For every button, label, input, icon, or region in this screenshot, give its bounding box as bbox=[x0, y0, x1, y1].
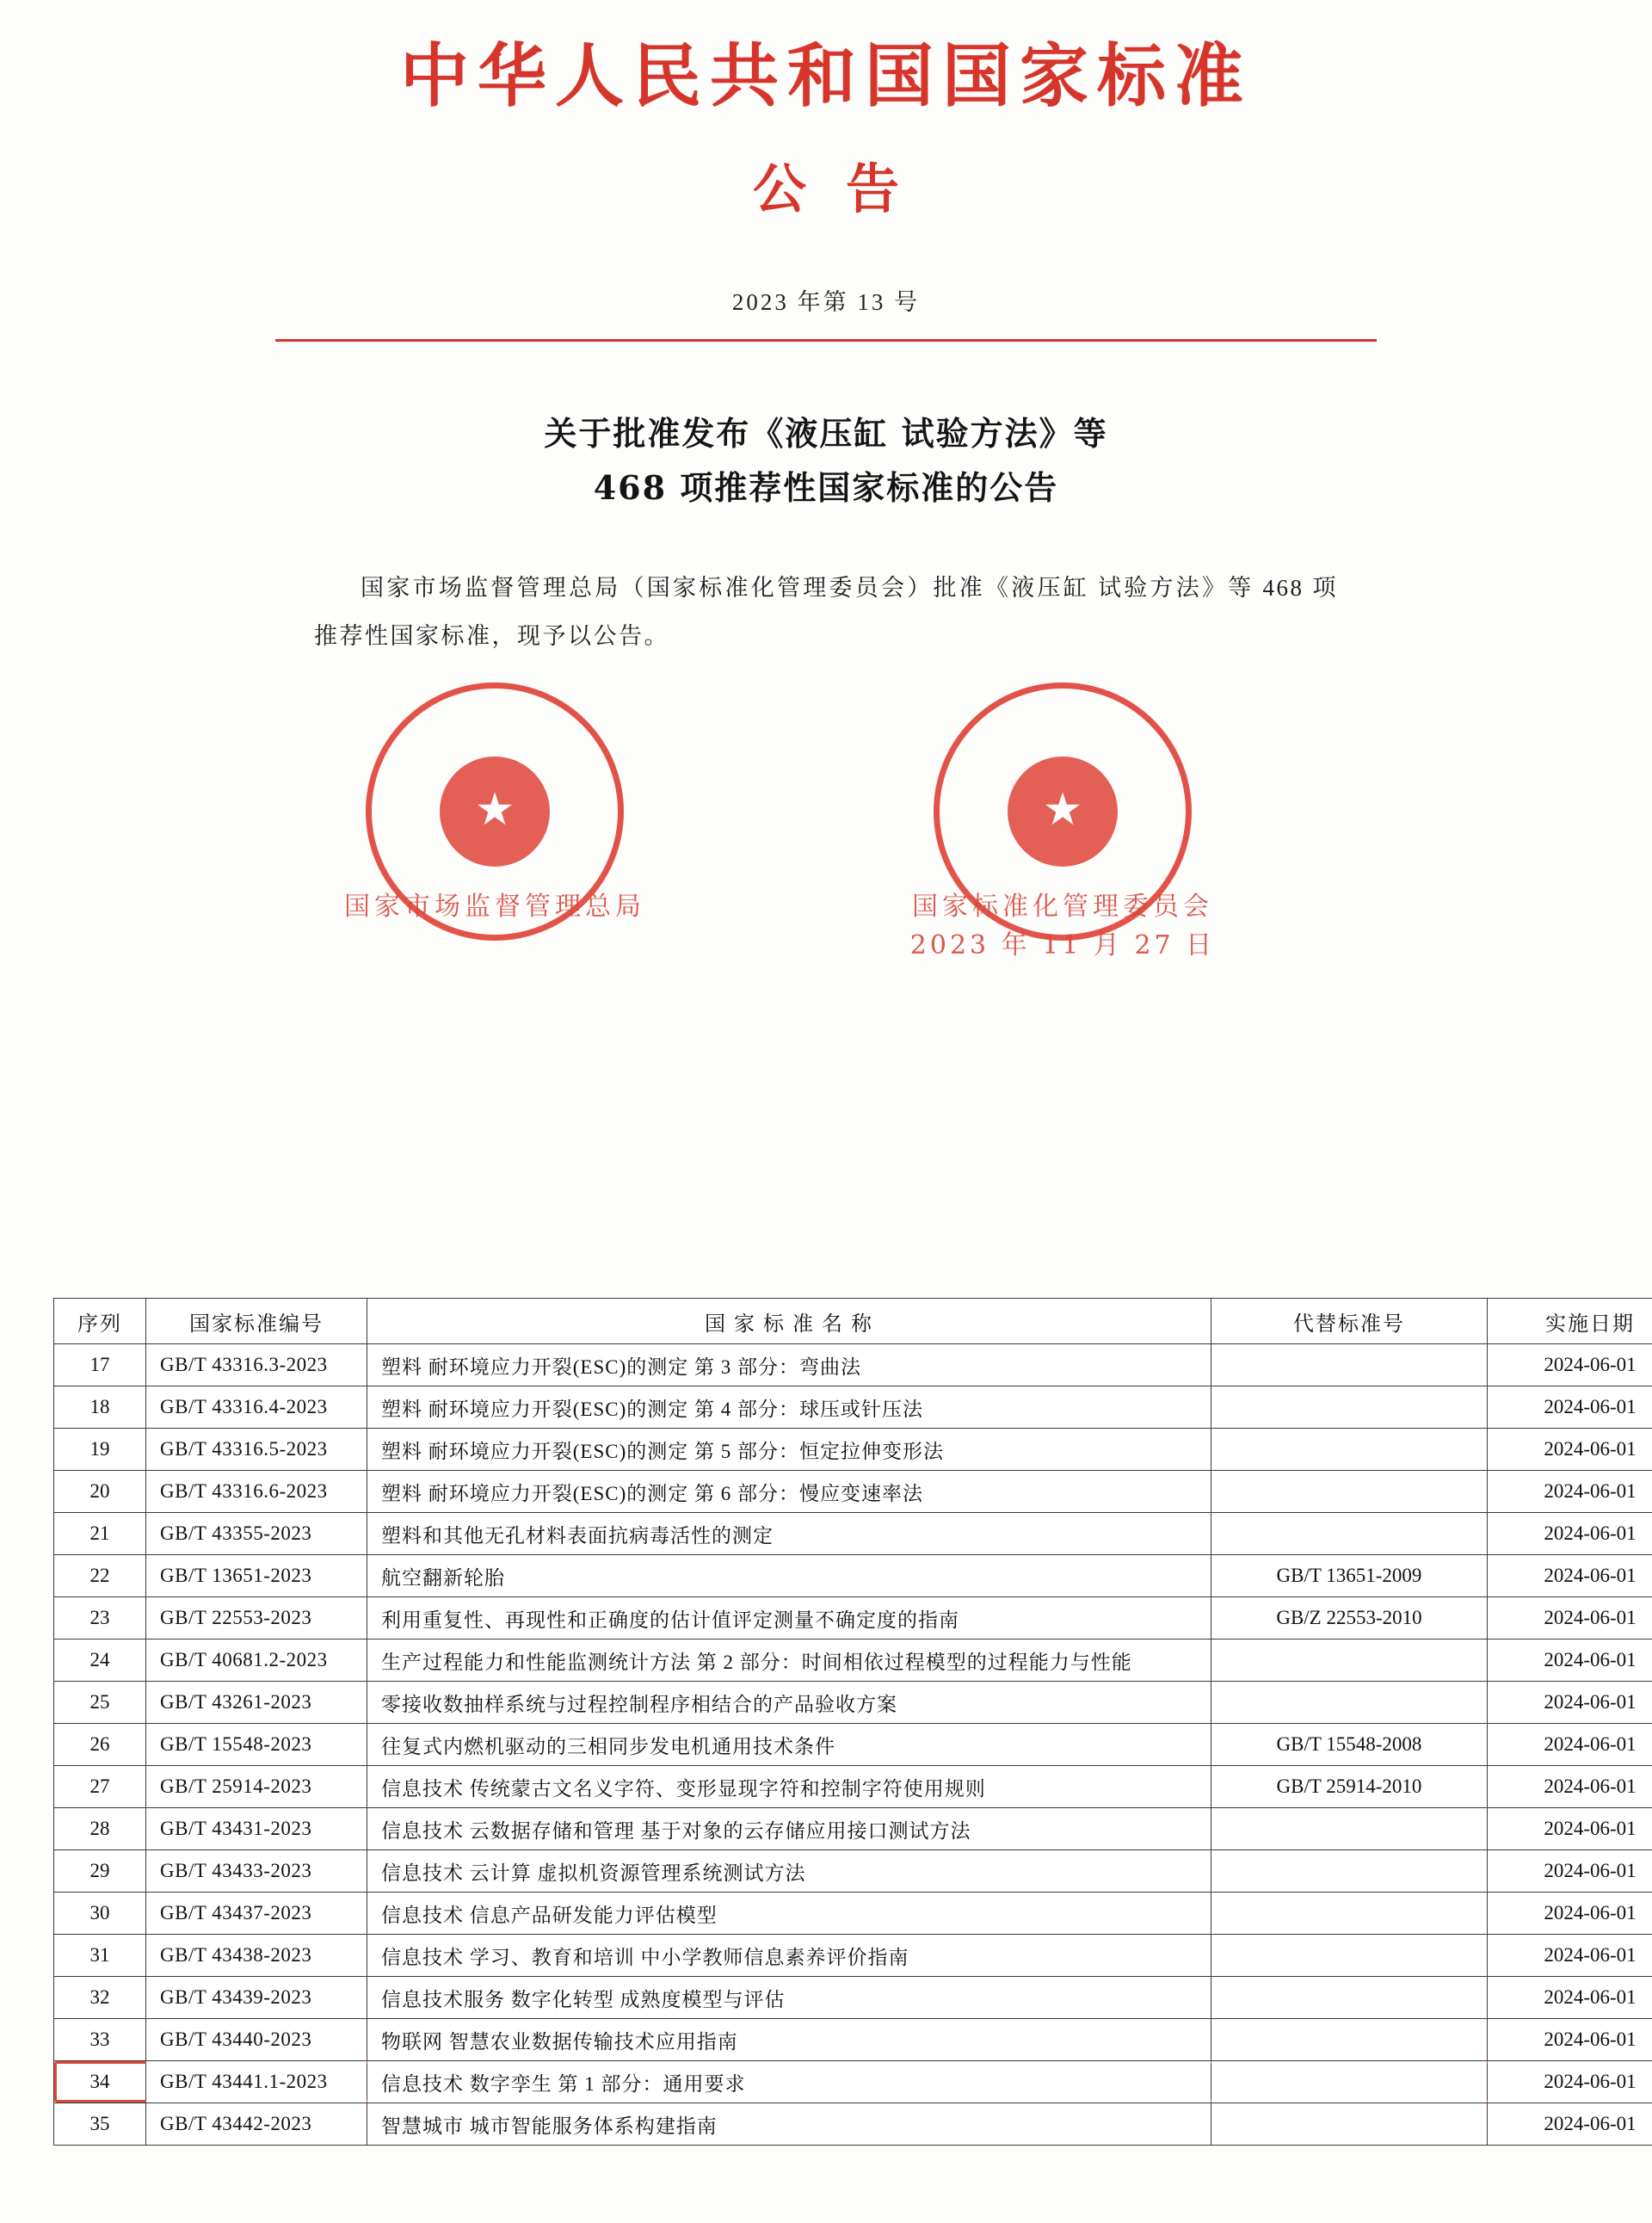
cell-index: 23 bbox=[54, 1597, 146, 1639]
table-body bbox=[54, 1344, 1652, 2146]
cell-index: 30 bbox=[54, 1893, 146, 1935]
table-row bbox=[54, 1850, 1652, 1893]
cell-index: 34 bbox=[54, 2061, 146, 2103]
cell-replaced-code bbox=[1211, 1344, 1488, 1386]
cell-standard-name: 往复式内燃机驱动的三相同步发电机通用技术条件 bbox=[367, 1724, 1211, 1766]
cell-index: 25 bbox=[54, 1682, 146, 1724]
header-effective-date: 实施日期 bbox=[1488, 1299, 1652, 1344]
cell-effective-date: 2024-06-01 bbox=[1488, 1935, 1652, 1977]
cell-replaced-code bbox=[1211, 1639, 1488, 1682]
cell-replaced-code: GB/Z 22553-2010 bbox=[1211, 1597, 1488, 1639]
cell-standard-name: 信息技术 学习、教育和培训 中小学教师信息素养评价指南 bbox=[367, 1935, 1211, 1977]
table-row bbox=[54, 2019, 1652, 2061]
table-row bbox=[54, 1597, 1652, 1639]
cell-standard-name: 信息技术 云数据存储和管理 基于对象的云存储应用接口测试方法 bbox=[367, 1808, 1211, 1850]
table-row bbox=[54, 1808, 1652, 1850]
table-row bbox=[54, 1386, 1652, 1429]
cell-standard-code: GB/T 43316.3-2023 bbox=[146, 1344, 367, 1386]
cell-replaced-code bbox=[1211, 2019, 1488, 2061]
cell-standard-code: GB/T 43442-2023 bbox=[146, 2103, 367, 2146]
cell-standard-name: 信息技术服务 数字化转型 成熟度模型与评估 bbox=[367, 1977, 1211, 2019]
cell-standard-name: 航空翻新轮胎 bbox=[367, 1555, 1211, 1597]
cell-replaced-code: GB/T 25914-2010 bbox=[1211, 1766, 1488, 1808]
cell-standard-code: GB/T 43439-2023 bbox=[146, 1977, 367, 2019]
cell-index: 27 bbox=[54, 1766, 146, 1808]
cell-index: 21 bbox=[54, 1513, 146, 1555]
announcement-body: 国家市场监督管理总局（国家标准化管理委员会）批准《液压缸 试验方法》等 468 项推荐性国家标准，现予以公告。 bbox=[314, 575, 1338, 649]
cell-index: 22 bbox=[54, 1555, 146, 1597]
cell-standard-code: GB/T 43316.5-2023 bbox=[146, 1429, 367, 1471]
cell-effective-date: 2024-06-01 bbox=[1488, 1850, 1652, 1893]
table-row bbox=[54, 2061, 1652, 2103]
cell-effective-date: 2024-06-01 bbox=[1488, 1386, 1652, 1429]
cell-index: 17 bbox=[54, 1344, 146, 1386]
cell-effective-date: 2024-06-01 bbox=[1488, 2061, 1652, 2103]
cell-standard-code: GB/T 43355-2023 bbox=[146, 1513, 367, 1555]
cell-replaced-code: GB/T 15548-2008 bbox=[1211, 1724, 1488, 1766]
table-header bbox=[54, 1299, 1652, 1344]
cell-effective-date: 2024-06-01 bbox=[1488, 2019, 1652, 2061]
table-row bbox=[54, 1555, 1652, 1597]
cell-index: 33 bbox=[54, 2019, 146, 2061]
cell-index: 35 bbox=[54, 2103, 146, 2146]
cell-effective-date: 2024-06-01 bbox=[1488, 1766, 1652, 1808]
gov-announcement-word: 公告 bbox=[752, 157, 939, 220]
table-row bbox=[54, 1977, 1652, 2019]
cell-replaced-code bbox=[1211, 1386, 1488, 1429]
cell-effective-date: 2024-06-01 bbox=[1488, 1471, 1652, 1513]
red-divider bbox=[275, 339, 1377, 342]
cell-standard-name: 生产过程能力和性能监测统计方法 第 2 部分：时间相依过程模型的过程能力与性能 bbox=[367, 1639, 1211, 1682]
cell-replaced-code bbox=[1211, 1850, 1488, 1893]
standards-table-wrapper bbox=[53, 1298, 1637, 2146]
cell-standard-name: 信息技术 云计算 虚拟机资源管理系统测试方法 bbox=[367, 1850, 1211, 1893]
cell-effective-date: 2024-06-01 bbox=[1488, 1682, 1652, 1724]
cell-index: 32 bbox=[54, 1977, 146, 2019]
cell-standard-name: 塑料和其他无孔材料表面抗病毒活性的测定 bbox=[367, 1513, 1211, 1555]
cell-standard-name: 智慧城市 城市智能服务体系构建指南 bbox=[367, 2103, 1211, 2146]
table-header-row bbox=[54, 1299, 1652, 1344]
cell-standard-name: 信息技术 信息产品研发能力评估模型 bbox=[367, 1893, 1211, 1935]
table-row bbox=[54, 1471, 1652, 1513]
seal-date: 2023 年 11 月 27 日 bbox=[909, 930, 1216, 961]
star-icon: ★ bbox=[474, 786, 515, 836]
notice-number: 2023 年第 13 号 bbox=[731, 289, 921, 315]
cell-standard-code: GB/T 43316.4-2023 bbox=[146, 1386, 367, 1429]
cell-standard-name: 信息技术 数字孪生 第 1 部分：通用要求 bbox=[367, 2061, 1211, 2103]
cell-standard-name: 零接收数抽样系统与过程控制程序相结合的产品验收方案 bbox=[367, 1682, 1211, 1724]
star-icon: ★ bbox=[1042, 786, 1083, 836]
cell-standard-code: GB/T 43441.1-2023 bbox=[146, 2061, 367, 2103]
header-index: 序列 bbox=[54, 1299, 146, 1344]
table-row bbox=[54, 2103, 1652, 2146]
announcement-title bbox=[0, 407, 1652, 515]
cell-effective-date: 2024-06-01 bbox=[1488, 1639, 1652, 1682]
announcement-title-line1: 关于批准发布《液压缸 试验方法》等 bbox=[544, 414, 1108, 453]
cell-standard-code: GB/T 43261-2023 bbox=[146, 1682, 367, 1724]
cell-index: 31 bbox=[54, 1935, 146, 1977]
cell-effective-date: 2024-06-01 bbox=[1488, 1555, 1652, 1597]
header-standard-code: 国家标准编号 bbox=[146, 1299, 367, 1344]
cell-standard-code: GB/T 43440-2023 bbox=[146, 2019, 367, 2061]
cell-standard-code: GB/T 43433-2023 bbox=[146, 1850, 367, 1893]
cell-effective-date: 2024-06-01 bbox=[1488, 1429, 1652, 1471]
table-row bbox=[54, 1682, 1652, 1724]
gov-standard-title: 中华人民共和国国家标准 bbox=[400, 35, 1252, 116]
cell-index: 29 bbox=[54, 1850, 146, 1893]
cell-standard-name: 物联网 智慧农业数据传输技术应用指南 bbox=[367, 2019, 1211, 2061]
cell-replaced-code bbox=[1211, 1513, 1488, 1555]
cell-standard-code: GB/T 43431-2023 bbox=[146, 1808, 367, 1850]
cell-replaced-code bbox=[1211, 2103, 1488, 2146]
cell-effective-date: 2024-06-01 bbox=[1488, 1513, 1652, 1555]
cell-standard-name: 信息技术 传统蒙古文名义字符、变形显现字符和控制字符使用规则 bbox=[367, 1766, 1211, 1808]
cell-standard-code: GB/T 43316.6-2023 bbox=[146, 1471, 367, 1513]
cell-index: 20 bbox=[54, 1471, 146, 1513]
seal-right-org-text: 国家标准化管理委员会 bbox=[912, 892, 1213, 923]
table-row bbox=[54, 1429, 1652, 1471]
table-row bbox=[54, 1513, 1652, 1555]
announcement-title-line2: 468 项推荐性国家标准的公告 bbox=[593, 467, 1059, 507]
cell-effective-date: 2024-06-01 bbox=[1488, 1808, 1652, 1850]
cell-index: 26 bbox=[54, 1724, 146, 1766]
cell-standard-name: 塑料 耐环境应力开裂(ESC)的测定 第 5 部分：恒定拉伸变形法 bbox=[367, 1429, 1211, 1471]
seal-left-org-text: 国家市场监督管理总局 bbox=[344, 892, 645, 923]
cell-standard-code: GB/T 43438-2023 bbox=[146, 1935, 367, 1977]
cell-index: 24 bbox=[54, 1639, 146, 1682]
seal-area bbox=[0, 676, 1652, 960]
cell-effective-date: 2024-06-01 bbox=[1488, 2103, 1652, 2146]
cell-standard-code: GB/T 40681.2-2023 bbox=[146, 1639, 367, 1682]
table-row bbox=[54, 1766, 1652, 1808]
cell-replaced-code bbox=[1211, 2061, 1488, 2103]
masthead bbox=[0, 0, 1652, 342]
cell-effective-date: 2024-06-01 bbox=[1488, 1597, 1652, 1639]
cell-standard-code: GB/T 22553-2023 bbox=[146, 1597, 367, 1639]
cell-replaced-code bbox=[1211, 1808, 1488, 1850]
cell-effective-date: 2024-06-01 bbox=[1488, 1344, 1652, 1386]
cell-replaced-code bbox=[1211, 1893, 1488, 1935]
cell-standard-code: GB/T 13651-2023 bbox=[146, 1555, 367, 1597]
cell-replaced-code: GB/T 13651-2009 bbox=[1211, 1555, 1488, 1597]
cell-index: 28 bbox=[54, 1808, 146, 1850]
cell-standard-name: 塑料 耐环境应力开裂(ESC)的测定 第 6 部分：慢应变速率法 bbox=[367, 1471, 1211, 1513]
cell-standard-code: GB/T 25914-2023 bbox=[146, 1766, 367, 1808]
cell-standard-name: 利用重复性、再现性和正确度的估计值评定测量不确定度的指南 bbox=[367, 1597, 1211, 1639]
table-row bbox=[54, 1639, 1652, 1682]
cell-effective-date: 2024-06-01 bbox=[1488, 1977, 1652, 2019]
cell-effective-date: 2024-06-01 bbox=[1488, 1893, 1652, 1935]
cell-replaced-code bbox=[1211, 1429, 1488, 1471]
standards-table bbox=[53, 1298, 1652, 2146]
table-row bbox=[54, 1935, 1652, 1977]
cell-replaced-code bbox=[1211, 1935, 1488, 1977]
cell-index: 19 bbox=[54, 1429, 146, 1471]
cell-standard-code: GB/T 43437-2023 bbox=[146, 1893, 367, 1935]
header-standard-name: 国 家 标 准 名 称 bbox=[367, 1299, 1211, 1344]
cell-standard-name: 塑料 耐环境应力开裂(ESC)的测定 第 4 部分：球压或针压法 bbox=[367, 1386, 1211, 1429]
table-row bbox=[54, 1724, 1652, 1766]
cell-index: 18 bbox=[54, 1386, 146, 1429]
cell-replaced-code bbox=[1211, 1471, 1488, 1513]
cell-standard-name: 塑料 耐环境应力开裂(ESC)的测定 第 3 部分：弯曲法 bbox=[367, 1344, 1211, 1386]
table-row bbox=[54, 1344, 1652, 1386]
cell-effective-date: 2024-06-01 bbox=[1488, 1724, 1652, 1766]
cell-standard-code: GB/T 15548-2023 bbox=[146, 1724, 367, 1766]
header-replaced-code: 代替标准号 bbox=[1211, 1299, 1488, 1344]
table-row bbox=[54, 1893, 1652, 1935]
cell-replaced-code bbox=[1211, 1682, 1488, 1724]
cell-replaced-code bbox=[1211, 1977, 1488, 2019]
